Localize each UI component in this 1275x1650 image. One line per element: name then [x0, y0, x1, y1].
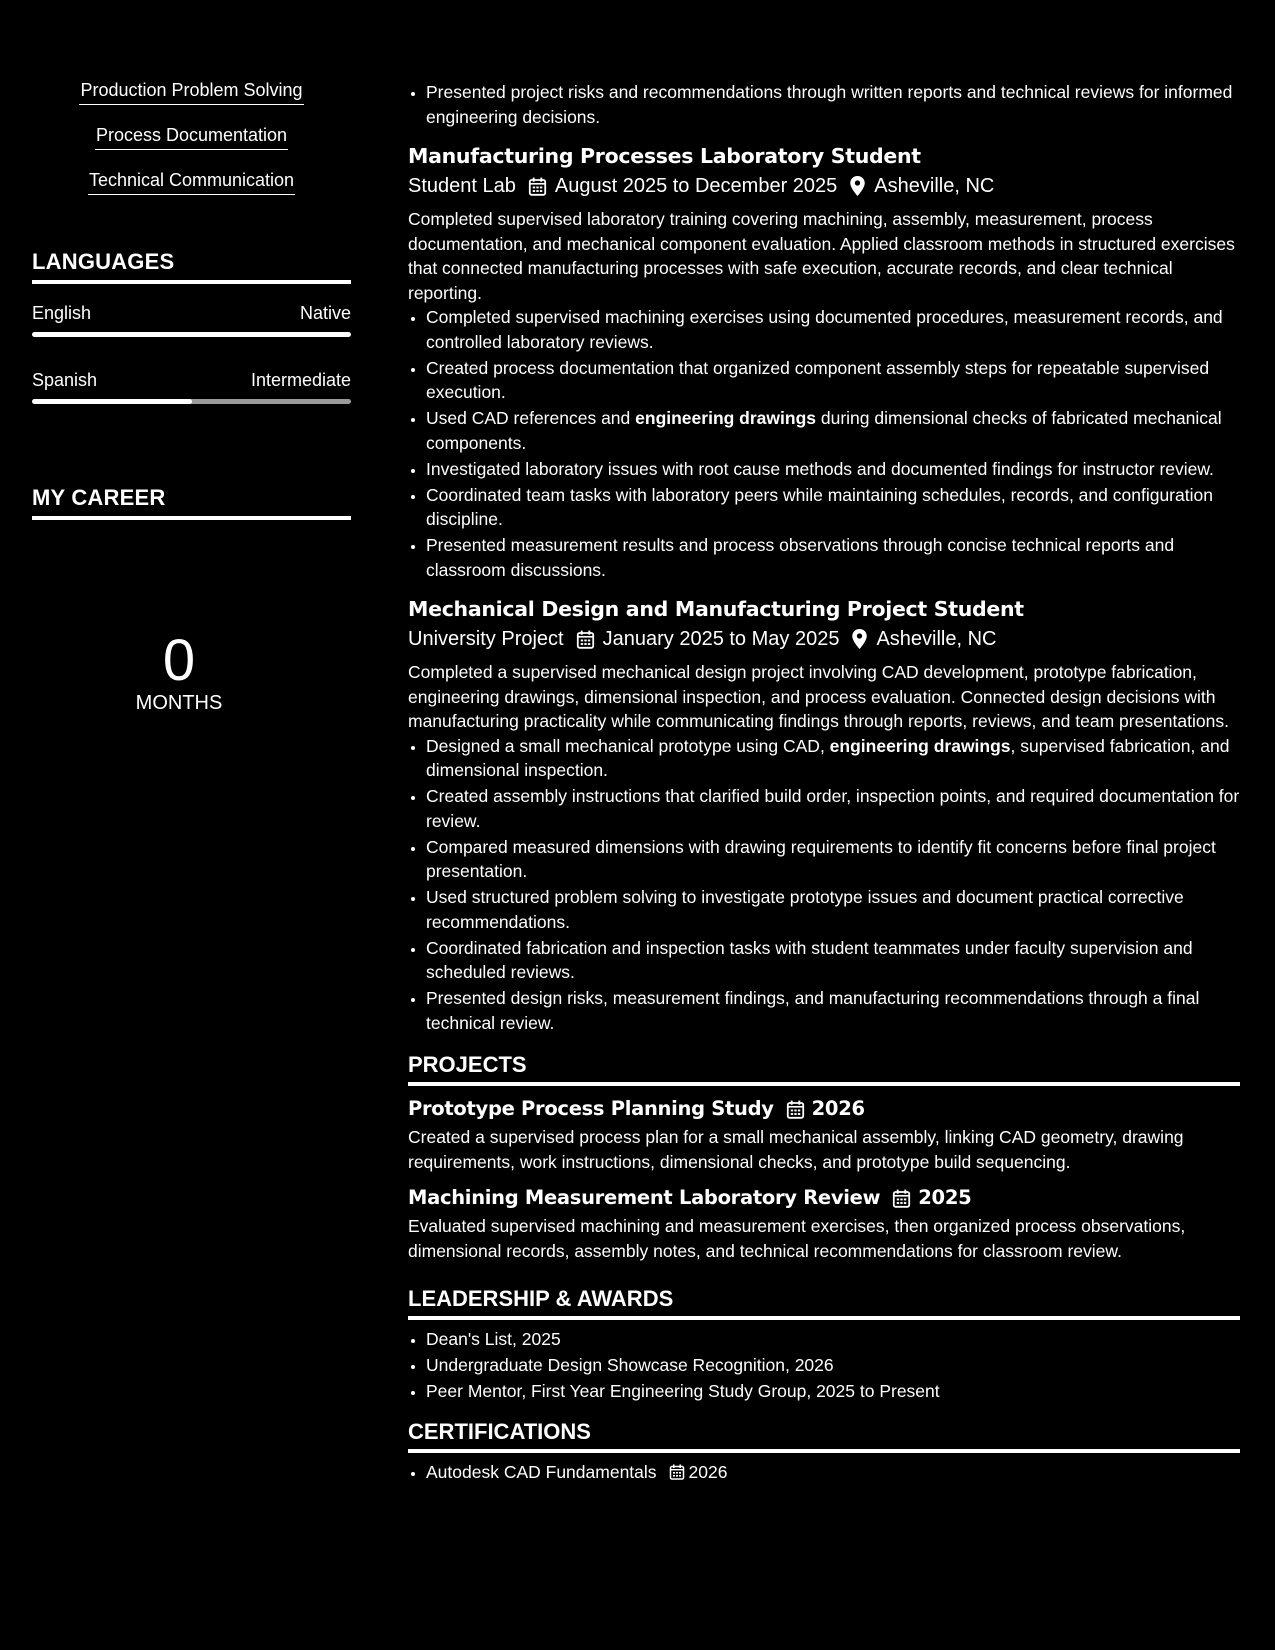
list-item: • Presented project risks and recommendations through written reports and technical reviews for informed engineering decisions. — [426, 80, 1240, 129]
project-description: Evaluated supervised machining and measurement exercises, then organized process observations, dimensional records, assembly notes, and technical recommendations for classroom review. — [408, 1216, 1186, 1261]
calendar-icon — [528, 177, 547, 196]
job-description: Completed supervised laboratory training covering machining, assembly, measurement, process documentation, and mechanical component evaluation. Applied classroom methods in structured exercises that connected manufacturing processes with safe execution, accurate records, and clear technical reporting. — [408, 209, 1235, 303]
list-item: • Dean's List, 2025 — [426, 1327, 1240, 1352]
language-level: Native — [299, 303, 351, 323]
project-title: Machining Measurement Laboratory Review — [408, 1186, 881, 1209]
language-proficiency-fill — [32, 332, 351, 337]
certification-name: • Autodesk CAD Fundamentals — [426, 1461, 657, 1482]
job-title: Mechanical Design and Manufacturing Project Student — [408, 597, 1024, 621]
job-dates: January 2025 to May 2025 — [602, 628, 840, 650]
career-value: 0 — [162, 628, 196, 693]
list-item: • Created assembly instructions that clarified build order, inspection points, and required documentation for review. — [426, 784, 1240, 833]
main-content — [408, 80, 1240, 1486]
languages-heading: LANGUAGES — [32, 248, 351, 284]
job-description: Completed a supervised mechanical design project involving CAD development, prototype fabrication, engineering drawings, dimensional inspection, and process evaluation. Connected design decisions with manufacturing practicality while communicating findings through reports, reviews, and team presentations. — [408, 662, 1229, 731]
career-count — [32, 628, 326, 715]
language-name: English — [32, 303, 92, 323]
list-item: • Presented design risks, measurement findings, and manufacturing recommendations through a final technical review. — [426, 986, 1240, 1035]
list-item: • Peer Mentor, First Year Engineering Study Group, 2025 to Present — [426, 1379, 1240, 1404]
list-item: • Completed supervised machining exercises using documented procedures, measurement records, and controlled laboratory reviews. — [426, 305, 1240, 354]
location-pin-icon — [851, 629, 868, 649]
job-location: Asheville, NC — [876, 628, 997, 650]
experience-list — [408, 142, 1240, 1035]
languages-section — [32, 248, 351, 404]
career-unit: MONTHS — [135, 692, 223, 714]
list-item: • Compared measured dimensions with drawing requirements to identify fit concerns before final project presentation. — [426, 835, 1240, 884]
job-meta — [408, 172, 1240, 200]
career-section — [32, 484, 351, 715]
certifications-list — [408, 1460, 1240, 1485]
job-org: Student Lab — [408, 175, 516, 197]
skill-item: Process Documentation — [32, 123, 351, 151]
location-pin-icon — [849, 176, 866, 196]
bold-keyword: engineering drawings — [829, 735, 1011, 756]
job-org: University Project — [408, 628, 564, 650]
bold-keyword: engineering drawings — [635, 408, 817, 428]
career-heading: MY CAREER — [32, 484, 351, 520]
language-proficiency-bar — [32, 332, 351, 337]
list-item: • Coordinated fabrication and inspection tasks with student teammates under faculty supervision and scheduled reviews. — [426, 936, 1240, 985]
job-location: Asheville, NC — [874, 175, 995, 197]
calendar-icon — [669, 1464, 685, 1480]
language-proficiency-fill — [32, 399, 192, 404]
projects-list — [408, 1095, 1240, 1263]
list-item: • Presented measurement results and process observations through concise technical reports and classroom discussions. — [426, 533, 1240, 582]
calendar-icon — [786, 1100, 805, 1119]
project-year: 2026 — [811, 1097, 865, 1120]
project-title-row — [408, 1184, 1240, 1212]
certification-item — [426, 1460, 1240, 1485]
skill-item: Technical Communication — [32, 168, 351, 196]
list-item: • Coordinated team tasks with laboratory peers while maintaining schedules, records, and configuration discipline. — [426, 483, 1240, 532]
list-item: • Undergraduate Design Showcase Recognition, 2026 — [426, 1353, 1240, 1378]
language-entry — [32, 369, 351, 404]
project-entry — [408, 1095, 1240, 1174]
calendar-icon — [576, 630, 595, 649]
sidebar — [32, 78, 351, 715]
awards-heading: LEADERSHIP & AWARDS — [408, 1285, 1240, 1320]
project-year: 2025 — [918, 1186, 972, 1209]
project-title: Prototype Process Planning Study — [408, 1097, 774, 1120]
list-item: • Created process documentation that organized component assembly steps for repeatable supervised execution. — [426, 356, 1240, 405]
experience-entry — [408, 142, 1240, 582]
experience-entry — [408, 595, 1240, 1035]
bullet-list — [408, 305, 1240, 582]
list-item: • Used structured problem solving to investigate prototype issues and document practical corrective recommendations. — [426, 885, 1240, 934]
job-dates: August 2025 to December 2025 — [554, 175, 838, 197]
bullet-list — [408, 80, 1240, 129]
job-title: Manufacturing Processes Laboratory Student — [408, 144, 921, 168]
job-meta — [408, 625, 1240, 653]
project-description: Created a supervised process plan for a small mechanical assembly, linking CAD geometry, drawing requirements, work instructions, dimensional checks, and prototype build sequencing. — [408, 1127, 1184, 1172]
projects-heading: PROJECTS — [408, 1051, 1240, 1086]
skill-item: Production Problem Solving — [32, 78, 351, 106]
list-item: • Designed a small mechanical prototype using CAD, engineering drawings, supervised fabrication, and dimensional inspection. — [426, 734, 1240, 783]
language-name: Spanish — [32, 370, 98, 390]
awards-list — [408, 1327, 1240, 1404]
project-title-row — [408, 1095, 1240, 1123]
language-proficiency-bar — [32, 399, 351, 404]
skills-list — [32, 78, 351, 196]
bullet-list — [408, 734, 1240, 1036]
calendar-icon — [892, 1189, 911, 1208]
list-item: • Investigated laboratory issues with root cause methods and documented findings for instructor review. — [426, 457, 1240, 482]
project-entry — [408, 1184, 1240, 1263]
list-item: • Used CAD references and engineering drawings during dimensional checks of fabricated mechanical components. — [426, 406, 1240, 455]
language-entry — [32, 302, 351, 337]
certifications-heading: CERTIFICATIONS — [408, 1418, 1240, 1453]
language-level: Intermediate — [250, 370, 351, 390]
certification-year: 2026 — [688, 1461, 728, 1482]
